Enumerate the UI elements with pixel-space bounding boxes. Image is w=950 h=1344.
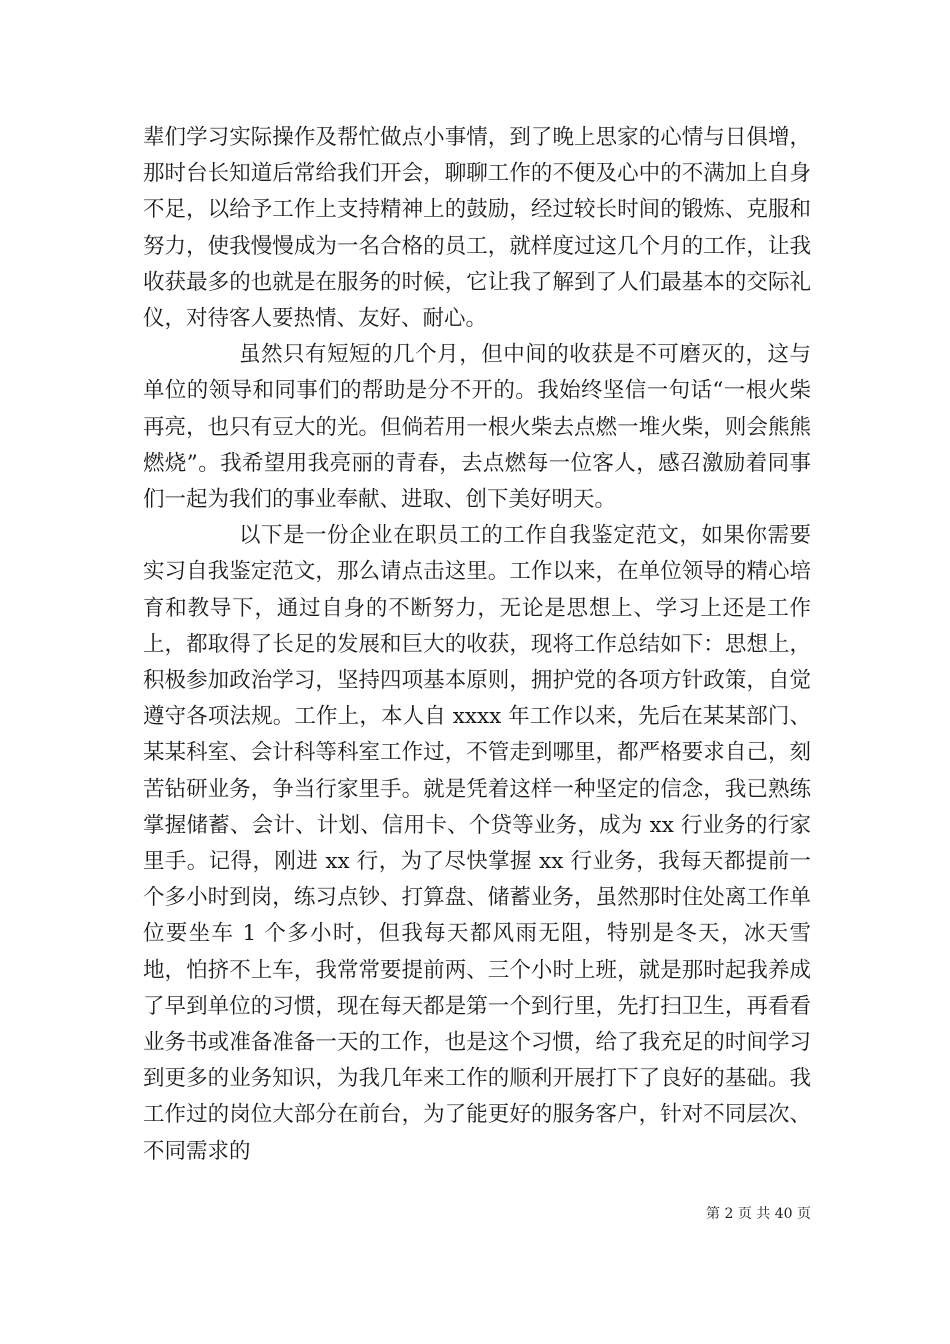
document-body: [143, 120, 811, 1170]
page-number-footer: 第 2 页 共 40 页: [706, 1206, 811, 1222]
paragraph-1: 辈们学习实际操作及帮忙做点小事情，到了晚上思家的心情与日俱增，那时台长知道后常给我们开会，聊聊工作的不便及心中的不满加上自身不足，以给予工作上支持精神上的鼓励，经过较长时间的锻炼、克服和努力，使我慢慢成为一名合格的员工，就样度过这几个月的工作，让我收获最多的也就是在服务的时候，它让我了解到了人们最基本的交际礼仪，对待客人要热情、友好、耐心。: [143, 125, 811, 332]
paragraph-3: 以下是一份企业在职员工的工作自我鉴定范文，如果你需要实习自我鉴定范文，那么请点击这里。工作以来，在单位领导的精心培育和教导下，通过自身的不断努力，无论是思想上、学习上还是工作上，都取得了长足的发展和巨大的收获，现将工作总结如下：思想上，积极参加政治学习，坚持四项基本原则，拥护党的各项方针政策，自觉遵守各项法规。工作上，本人自 xxxx 年工作以来，先后在某某部门、某某科室、会计科等科室工作过，不管走到哪里，都严格要求自己，刻苦钻研业务，争当行家里手。就是凭着这样一种坚定的信念，我已熟练掌握储蓄、会计、计划、信用卡、个贷等业务，成为 xx 行业务的行家里手。记得，刚进 xx 行，为了尽快掌握 xx 行业务，我每天都提前一个多小时到岗，练习点钞、打算盘、储蓄业务，虽然那时住处离工作单位要坐车 1 个多小时，但我每天都风雨无阻，特别是冬天，冰天雪地，怕挤不上车，我常常要提前两、三个小时上班，就是那时起我养成了早到单位的习惯，现在每天都是第一个到行里，先打扫卫生，再看看业务书或准备准备一天的工作，也是这个习惯，给了我充足的时间学习到更多的业务知识，为我几年来工作的顺利开展打下了良好的基础。我工作过的岗位大部分在前台，为了能更好的服务客户，针对不同层次、不同需求的: [143, 523, 811, 1164]
paragraph-2: 虽然只有短短的几个月，但中间的收获是不可磨灭的，这与单位的领导和同事们的帮助是分不开的。我始终坚信一句话“一根火柴再亮，也只有豆大的光。但倘若用一根火柴去点燃一堆火柴，则会熊熊燃烧”。我希望用我亮丽的青春，去点燃每一位客人，感召激励着同事们一起为我们的事业奉献、进取、创下美好明天。: [143, 342, 811, 513]
